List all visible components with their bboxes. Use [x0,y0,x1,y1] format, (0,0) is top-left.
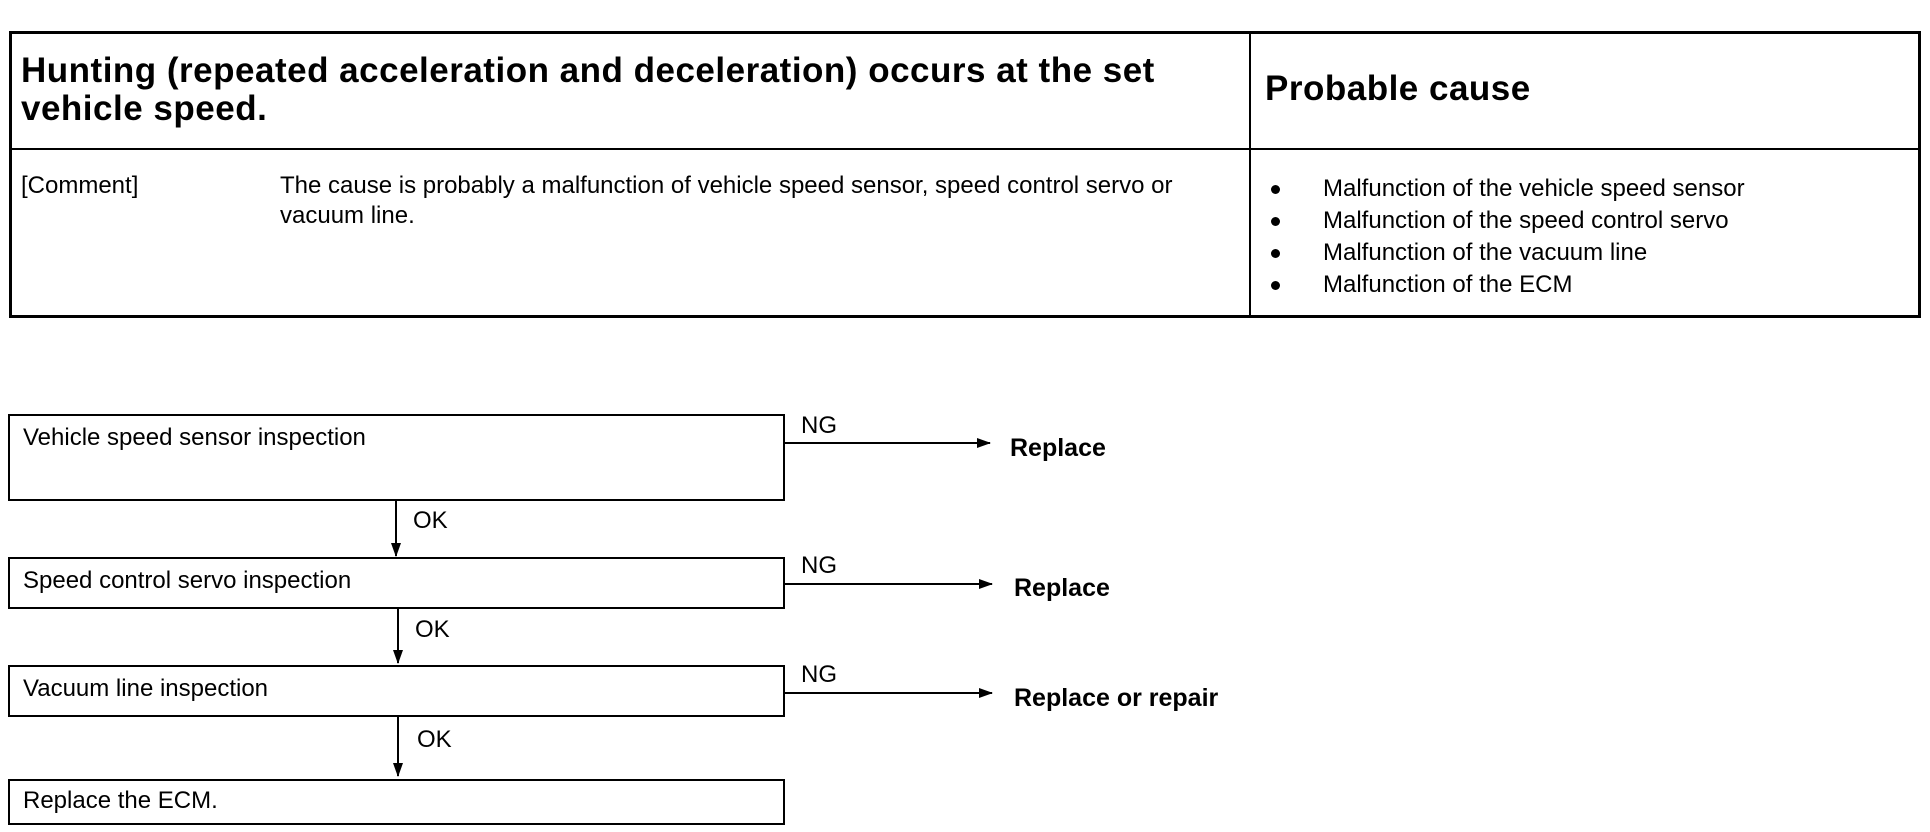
step-box-control-servo [8,557,785,609]
step-label: Speed control servo inspection [23,567,352,594]
step-box-vacuum-line [8,665,785,717]
step-label: Replace the ECM. [23,787,218,814]
symptom-title: Hunting (repeated acceleration and deceleration) occurs at the set vehicle speed. [21,51,1155,128]
cause-item-text: Malfunction of the vehicle speed sensor [1323,175,1745,202]
step-box-replace-ecm [8,779,785,825]
action-label: Replace or repair [1014,684,1219,712]
comment-text: The cause is probably a malfunction of vehicle speed sensor, speed control servo or vacuum line. [280,172,1173,229]
comment-label: [Comment] [21,172,139,199]
cause-item-text: Malfunction of the ECM [1323,271,1573,298]
probable-cause-header: Probable cause [1265,69,1531,108]
step-label: Vehicle speed sensor inspection [23,424,366,451]
action-label: Replace [1010,434,1106,462]
ok-label: OK [413,507,448,534]
ok-label: OK [417,726,452,753]
step-label: Vacuum line inspection [23,675,269,702]
ok-label: OK [415,616,450,643]
action-label: Replace [1014,574,1110,602]
ng-label: NG [801,552,837,579]
step-box-speed-sensor [8,414,785,501]
cause-item-text: Malfunction of the vacuum line [1323,239,1648,266]
ng-label: NG [801,412,837,439]
cause-item-text: Malfunction of the speed control servo [1323,207,1729,234]
ng-label: NG [801,661,837,688]
